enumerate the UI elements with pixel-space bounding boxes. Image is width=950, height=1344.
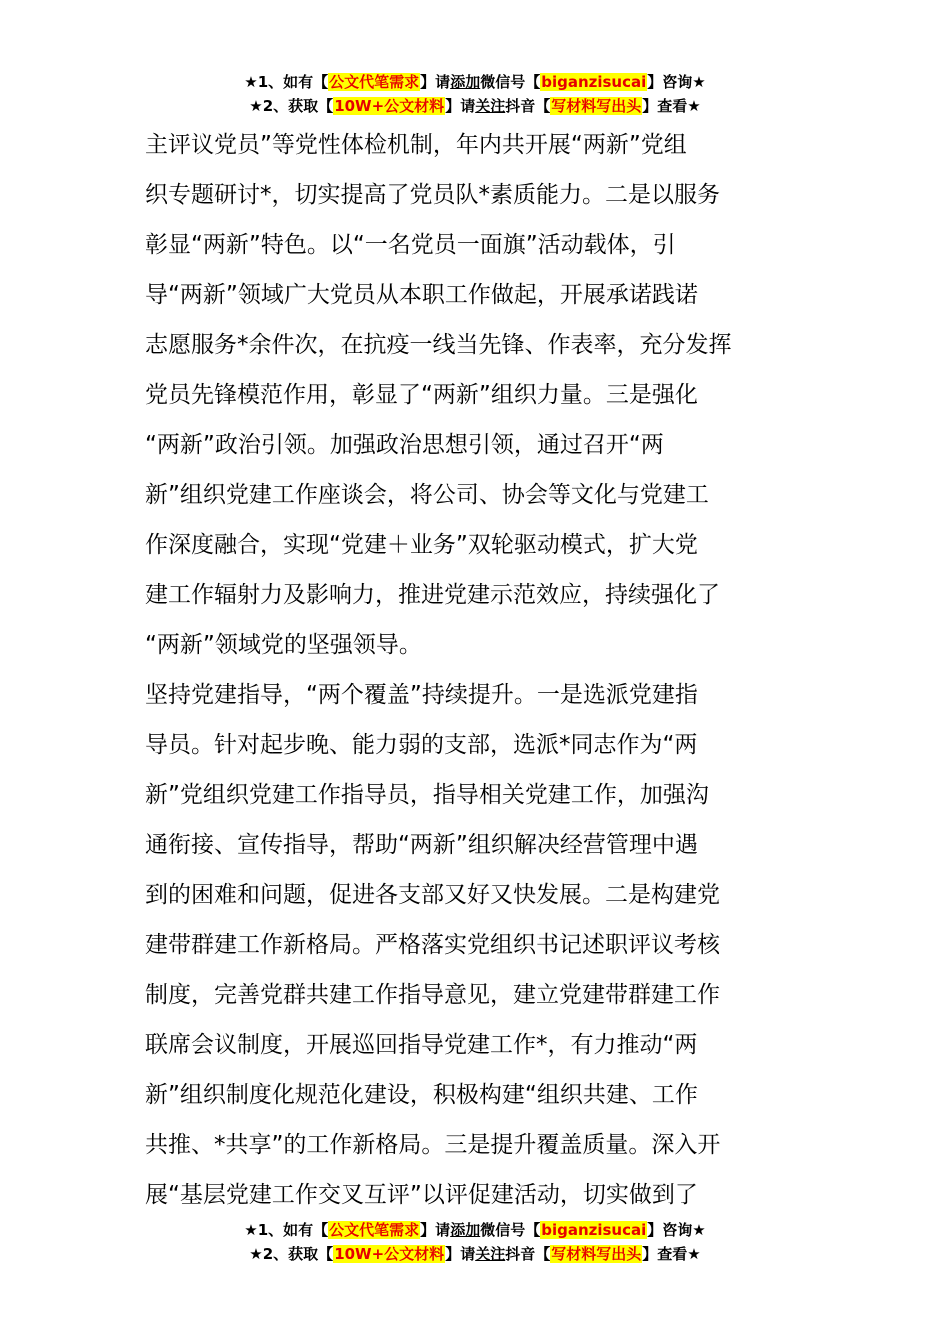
body-line: 主评议党员”等党性体检机制，年内共开展“两新”党组 xyxy=(145,132,687,158)
body-line: 展“基层党建工作交叉互评”以评促建活动，切实做到了 xyxy=(145,1182,698,1208)
banner-text: 微信号【 xyxy=(480,1221,541,1239)
banner-text: ★1、如有【 xyxy=(244,73,329,91)
body-line: 到的困难和问题，促进各支部又好又快发展。二是构建党 xyxy=(145,882,720,908)
body-line: 建工作辐射力及影响力，推进党建示范效应，持续强化了 xyxy=(145,582,720,608)
footer-banner-line-2 xyxy=(0,1242,950,1266)
banner-text: 】咨询★ xyxy=(647,73,706,91)
banner-highlight-wechat-id: biganzisucai xyxy=(541,73,647,91)
body-line: 坚持党建指导，“两个覆盖”持续提升。一是选派党建指 xyxy=(145,682,698,708)
banner-text: 微信号【 xyxy=(480,73,541,91)
banner-text: ★2、获取【 xyxy=(249,97,334,115)
body-line: 志愿服务*余件次，在抗疫一线当先锋、作表率，充分发挥 xyxy=(145,332,732,358)
body-line: 制度，完善党群共建工作指导意见，建立党建带群建工作 xyxy=(145,982,720,1008)
header-banner-line-2 xyxy=(0,94,950,118)
banner-text: 】查看★ xyxy=(642,97,701,115)
body-line: 新”党组织党建工作指导员，指导相关党建工作，加强沟 xyxy=(145,782,709,808)
body-line: 彰显“两新”特色。以“一名党员一面旗”活动载体，引 xyxy=(145,232,676,258)
header-banner-line-1 xyxy=(0,70,950,94)
banner-underlined-text: 关注 xyxy=(475,97,506,115)
banner-text: 】请 xyxy=(420,73,451,91)
banner-text: 】请 xyxy=(420,1221,451,1239)
banner-text: 】咨询★ xyxy=(647,1221,706,1239)
body-line: 通衔接、宣传指导，帮助“两新”组织解决经营管理中遇 xyxy=(145,832,698,858)
banner-underlined-text: 关注 xyxy=(475,1245,506,1263)
banner-highlight-douyin-account: 写材料写出头 xyxy=(551,97,642,115)
body-line: 共推、*共享”的工作新格局。三是提升覆盖质量。深入开 xyxy=(145,1132,721,1158)
body-line: “两新”政治引领。加强政治思想引领，通过召开“两 xyxy=(145,432,664,458)
banner-underlined-text: 添加 xyxy=(450,1221,481,1239)
document-body xyxy=(145,120,810,1220)
banner-highlight-douyin-account: 写材料写出头 xyxy=(551,1245,642,1263)
footer-banner-line-1 xyxy=(0,1218,950,1242)
banner-highlight-service: 公文代笔需求 xyxy=(329,1221,420,1239)
body-line: 织专题研讨*，切实提高了党员队*素质能力。二是以服务 xyxy=(145,182,720,208)
banner-text: ★2、获取【 xyxy=(249,1245,334,1263)
body-line: 新”组织制度化规范化建设，积极构建“组织共建、工作 xyxy=(145,1082,698,1108)
banner-text: 】请 xyxy=(445,1245,476,1263)
body-line: “两新”领域党的坚强领导。 xyxy=(145,632,422,658)
banner-text: 】请 xyxy=(445,97,476,115)
header-banner xyxy=(0,70,950,118)
body-line: 新”组织党建工作座谈会，将公司、协会等文化与党建工 xyxy=(145,482,709,508)
banner-text: ★1、如有【 xyxy=(244,1221,329,1239)
body-line: 作深度融合，实现“党建＋业务”双轮驱动模式，扩大党 xyxy=(145,532,698,558)
banner-underlined-text: 添加 xyxy=(450,73,481,91)
banner-highlight-service: 公文代笔需求 xyxy=(329,73,420,91)
body-line: 党员先锋模范作用，彰显了“两新”组织力量。三是强化 xyxy=(145,382,698,408)
banner-highlight-materials: 10W+公文材料 xyxy=(334,97,445,115)
banner-text: 抖音【 xyxy=(505,97,551,115)
body-line: 联席会议制度，开展巡回指导党建工作*，有力推动“两 xyxy=(145,1032,698,1058)
banner-highlight-materials: 10W+公文材料 xyxy=(334,1245,445,1263)
body-line: 导员。针对起步晚、能力弱的支部，选派*同志作为“两 xyxy=(145,732,698,758)
banner-text: 抖音【 xyxy=(505,1245,551,1263)
body-line: 导“两新”领域广大党员从本职工作做起，开展承诺践诺 xyxy=(145,282,698,308)
footer-banner xyxy=(0,1218,950,1266)
banner-highlight-wechat-id: biganzisucai xyxy=(541,1221,647,1239)
body-line: 建带群建工作新格局。严格落实党组织书记述职评议考核 xyxy=(145,932,720,958)
banner-text: 】查看★ xyxy=(642,1245,701,1263)
